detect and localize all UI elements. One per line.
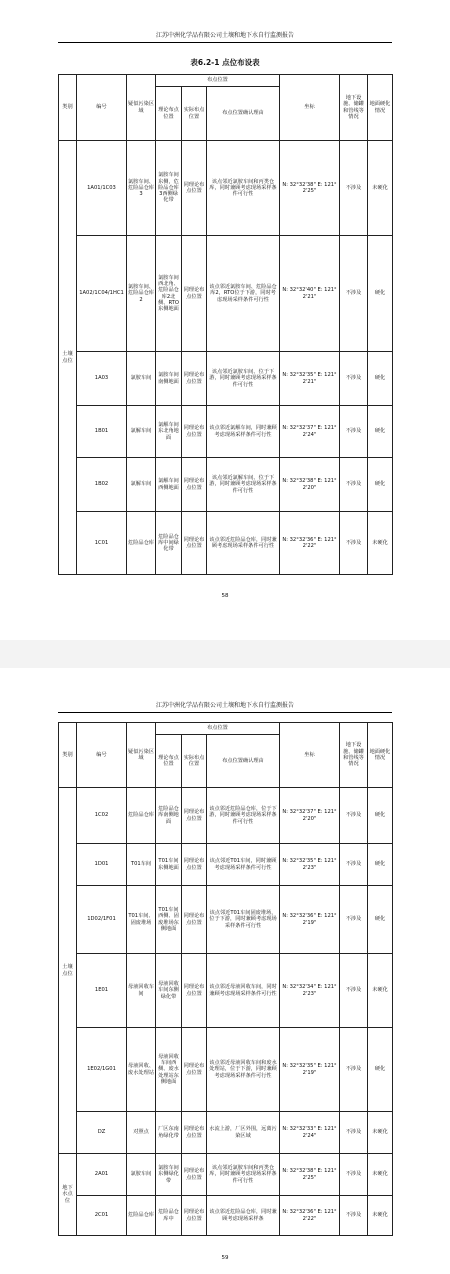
cell-code: 1B02 bbox=[77, 458, 127, 512]
cell-reason: 该点邻近T01车间固废堆场，位于下游，同时兼顾考虑现场采样条件可行性 bbox=[207, 886, 280, 954]
cell-code: 1E02/1G01 bbox=[77, 1028, 127, 1112]
cell-coords: N: 32°32'38" E: 121°2'20" bbox=[280, 458, 340, 512]
cell-facility: 不涉及 bbox=[340, 844, 368, 886]
table-caption: 表6.2-1 点位布设表 bbox=[190, 58, 260, 67]
cell-code: 1A01/1C03 bbox=[77, 141, 127, 236]
cell-coords: N: 32°32'37" E: 121°2'24" bbox=[280, 406, 340, 458]
cell-code: 1D01 bbox=[77, 844, 127, 886]
col-hardening: 地面硬化情况 bbox=[368, 723, 393, 788]
cell-theory: T01车间东侧地面 bbox=[156, 844, 182, 886]
cell-facility: 不涉及 bbox=[340, 512, 368, 575]
cell-area: 对照点 bbox=[127, 1112, 156, 1154]
col-facility: 地下设施、储罐和管线等情况 bbox=[340, 75, 368, 141]
page-number: 58 bbox=[221, 593, 229, 599]
col-coords: 坐标 bbox=[280, 723, 340, 788]
cell-hardening: 未硬化 bbox=[368, 512, 393, 575]
cell-reason: 该点邻近氯胺车间、位于下游，同时兼顾考虑现场采样条件可行性 bbox=[207, 352, 280, 406]
sampling-point-table-continued bbox=[58, 722, 393, 1236]
cell-facility: 不涉及 bbox=[340, 1196, 368, 1236]
col-layout-group: 布点位置 bbox=[156, 75, 280, 87]
cell-hardening: 硬化 bbox=[368, 352, 393, 406]
cell-actual: 同理论布点位置 bbox=[182, 1154, 207, 1196]
cell-hardening: 硬化 bbox=[368, 844, 393, 886]
cell-area: T01车间、固废堆场 bbox=[127, 886, 156, 954]
cell-facility: 不涉及 bbox=[340, 954, 368, 1028]
col-theory-pos: 理论布点位置 bbox=[156, 87, 182, 141]
cell-reason: 该点邻近母液回收车间，同时兼顾考虑现场采样条件可行性 bbox=[207, 954, 280, 1028]
col-facility: 地下设施、储罐和管线等情况 bbox=[340, 723, 368, 788]
cell-hardening: 硬化 bbox=[368, 788, 393, 844]
header-divider bbox=[58, 712, 392, 713]
cell-hardening: 硬化 bbox=[368, 458, 393, 512]
col-coords: 坐标 bbox=[280, 75, 340, 141]
category-soil: 土壤点位 bbox=[59, 141, 77, 575]
cell-actual: 同理论布点位置 bbox=[182, 512, 207, 575]
cell-area: T01车间 bbox=[127, 844, 156, 886]
cell-hardening: 未硬化 bbox=[368, 1154, 393, 1196]
cell-facility: 不涉及 bbox=[340, 1112, 368, 1154]
sampling-point-table bbox=[58, 74, 393, 575]
cell-code: 1E01 bbox=[77, 954, 127, 1028]
cell-actual: 同理论布点位置 bbox=[182, 352, 207, 406]
cell-facility: 不涉及 bbox=[340, 1154, 368, 1196]
cell-theory: 危险品仓库中间绿化带 bbox=[156, 512, 182, 575]
page-header: 江苏中洲化学品有限公司土壤和地下水自行监测报告 bbox=[155, 702, 294, 709]
cell-coords: N: 32°32'35" E: 121°2'19" bbox=[280, 1028, 340, 1112]
col-layout-group: 布点位置 bbox=[156, 723, 280, 735]
cell-area: 母液回收、废水处理站 bbox=[127, 1028, 156, 1112]
col-suspected-area: 疑似污染区域 bbox=[127, 75, 156, 141]
cell-actual: 同理论布点位置 bbox=[182, 1028, 207, 1112]
cell-area: 氯胺车间 bbox=[127, 352, 156, 406]
cell-hardening: 未硬化 bbox=[368, 141, 393, 236]
cell-code: 1D02/1F01 bbox=[77, 886, 127, 954]
cell-reason: 该点邻近危险品仓库，同时兼顾考虑现场采样条件可行性 bbox=[207, 512, 280, 575]
category-groundwater: 地下水点位 bbox=[59, 1154, 77, 1236]
cell-hardening: 硬化 bbox=[368, 1028, 393, 1112]
col-hardening: 地面硬化情况 bbox=[368, 75, 393, 141]
cell-code: 1A03 bbox=[77, 352, 127, 406]
cell-hardening: 未硬化 bbox=[368, 1196, 393, 1236]
col-category: 类别 bbox=[59, 75, 77, 141]
cell-theory: 危险品仓库南侧地面 bbox=[156, 788, 182, 844]
cell-theory: 母液回收车间西侧、废水处理站东侧地面 bbox=[156, 1028, 182, 1112]
category-soil: 土壤点位 bbox=[59, 788, 77, 1154]
cell-actual: 同理论布点位置 bbox=[182, 788, 207, 844]
cell-area: 氯胺车间 bbox=[127, 1154, 156, 1196]
cell-hardening: 硬化 bbox=[368, 886, 393, 954]
cell-area: 氯胺车间、危险品仓库3 bbox=[127, 141, 156, 236]
cell-actual: 同理论布点位置 bbox=[182, 954, 207, 1028]
cell-coords: N: 32°32'35" E: 121° 2'23" bbox=[280, 844, 340, 886]
cell-area: 危险品仓库 bbox=[127, 512, 156, 575]
cell-facility: 不涉及 bbox=[340, 788, 368, 844]
cell-area: 危险品仓库 bbox=[127, 788, 156, 844]
cell-facility: 不涉及 bbox=[340, 406, 368, 458]
cell-reason: 该点邻近氯胺车间、危险品仓库2，RTO位于下游，同时考虑现场采样条件可行性 bbox=[207, 236, 280, 352]
col-reason: 布点位置确认理由 bbox=[207, 735, 280, 788]
report-page-59 bbox=[0, 668, 450, 1274]
cell-actual: 同理论布点位置 bbox=[182, 458, 207, 512]
cell-theory: T01车间西侧、固废堆场东侧地面 bbox=[156, 886, 182, 954]
cell-facility: 不涉及 bbox=[340, 352, 368, 406]
page-number: 59 bbox=[221, 1255, 229, 1261]
cell-code: 1C02 bbox=[77, 788, 127, 844]
cell-area: 氯解车间 bbox=[127, 458, 156, 512]
cell-reason: 该点邻近危险品仓库，同时兼顾考虑现场采样条 bbox=[207, 1196, 280, 1236]
cell-coords: N: 32°32'36" E: 121° 2'22" bbox=[280, 1196, 340, 1236]
page-header: 江苏中洲化学品有限公司土壤和地下水自行监测报告 bbox=[155, 32, 294, 39]
cell-area: 氯胺车间、危险品仓库2 bbox=[127, 236, 156, 352]
cell-coords: N: 32°32'37" E: 121°2'20" bbox=[280, 788, 340, 844]
cell-reason: 该点邻近氯胺车间和丙类仓库，同时兼顾考虑现场采样条件可行性 bbox=[207, 1154, 280, 1196]
cell-area: 危险品仓库 bbox=[127, 1196, 156, 1236]
cell-coords: N: 32°32'34" E: 121°2'23" bbox=[280, 954, 340, 1028]
cell-theory: 氯解车间东北角地面 bbox=[156, 406, 182, 458]
cell-code: 2C01 bbox=[77, 1196, 127, 1236]
cell-theory: 氯胺车间东侧，危险品仓库3西侧绿化带 bbox=[156, 141, 182, 236]
col-reason: 布点位置确认理由 bbox=[207, 87, 280, 141]
cell-hardening: 硬化 bbox=[368, 406, 393, 458]
cell-code: DZ bbox=[77, 1112, 127, 1154]
cell-theory: 危险品仓库中 bbox=[156, 1196, 182, 1236]
cell-code: 1C01 bbox=[77, 512, 127, 575]
cell-hardening: 硬化 bbox=[368, 236, 393, 352]
cell-coords: N: 32°32'33" E: 121°2'24" bbox=[280, 1112, 340, 1154]
cell-reason: 该点邻近T01车间，同时兼顾考虑现场采样条件可行性 bbox=[207, 844, 280, 886]
cell-facility: 不涉及 bbox=[340, 458, 368, 512]
cell-facility: 不涉及 bbox=[340, 236, 368, 352]
cell-actual: 同理论布点位置 bbox=[182, 1196, 207, 1236]
header-divider bbox=[58, 42, 392, 43]
cell-actual: 同理论布点位置 bbox=[182, 1112, 207, 1154]
cell-hardening: 未硬化 bbox=[368, 954, 393, 1028]
cell-area: 氯解车间 bbox=[127, 406, 156, 458]
cell-actual: 同理论布点位置 bbox=[182, 406, 207, 458]
col-code: 编号 bbox=[77, 75, 127, 141]
cell-coords: N: 32°32'40" E: 121°2'21" bbox=[280, 236, 340, 352]
cell-area: 母液回收车间 bbox=[127, 954, 156, 1028]
cell-coords: N: 32°32'36" E: 121°2'19" bbox=[280, 886, 340, 954]
cell-actual: 同理论布点位置 bbox=[182, 236, 207, 352]
cell-theory: 氯胺车间西北角、危险品仓库2北侧、RTO东侧地面 bbox=[156, 236, 182, 352]
cell-coords: N: 32°32'38" E: 121°2'25" bbox=[280, 141, 340, 236]
cell-theory: 氯胺车间南侧地面 bbox=[156, 352, 182, 406]
cell-theory: 氯解车间西侧地面 bbox=[156, 458, 182, 512]
cell-reason: 该点邻近氯胺车间和丙类仓库，同时兼顾考虑现场采样条件可行性 bbox=[207, 141, 280, 236]
cell-facility: 不涉及 bbox=[340, 141, 368, 236]
cell-code: 2A01 bbox=[77, 1154, 127, 1196]
cell-actual: 同理论布点位置 bbox=[182, 886, 207, 954]
col-suspected-area: 疑似污染区域 bbox=[127, 723, 156, 788]
cell-code: 1B01 bbox=[77, 406, 127, 458]
col-actual-pos: 实际布点位置 bbox=[182, 735, 207, 788]
cell-coords: N: 32°32'35" E: 121°2'21" bbox=[280, 352, 340, 406]
cell-coords: N: 32°32'38" E: 121°2'25" bbox=[280, 1154, 340, 1196]
cell-facility: 不涉及 bbox=[340, 1028, 368, 1112]
cell-theory: 氯胺车间东侧绿化带 bbox=[156, 1154, 182, 1196]
cell-reason: 水流上游，厂区外围，远离污染区域 bbox=[207, 1112, 280, 1154]
cell-theory: 母液回收车间东侧绿化带 bbox=[156, 954, 182, 1028]
cell-reason: 该点邻近母液回收车间和废水处理站，位于下游，同时兼顾考虑现场采样条件可行性 bbox=[207, 1028, 280, 1112]
col-code: 编号 bbox=[77, 723, 127, 788]
cell-theory: 厂区东南角绿化带 bbox=[156, 1112, 182, 1154]
cell-hardening: 未硬化 bbox=[368, 1112, 393, 1154]
cell-reason: 该点邻近氯解车间，同时兼顾考虑现场采样条件可行性 bbox=[207, 406, 280, 458]
cell-facility: 不涉及 bbox=[340, 886, 368, 954]
col-actual-pos: 实际布点位置 bbox=[182, 87, 207, 141]
col-theory-pos: 理论布点位置 bbox=[156, 735, 182, 788]
cell-actual: 同理论布点位置 bbox=[182, 844, 207, 886]
cell-actual: 同理论布点位置 bbox=[182, 141, 207, 236]
cell-reason: 该点邻近危险品仓库，位于下游，同时兼顾考虑现场采样条件可行性 bbox=[207, 788, 280, 844]
cell-reason: 该点邻近氯解车间、位于下游，同时兼顾考虑现场采样条件可行性 bbox=[207, 458, 280, 512]
cell-code: 1A02/1C04/1HC1 bbox=[77, 236, 127, 352]
cell-coords: N: 32°32'36" E: 121° 2'22" bbox=[280, 512, 340, 575]
col-category: 类别 bbox=[59, 723, 77, 788]
